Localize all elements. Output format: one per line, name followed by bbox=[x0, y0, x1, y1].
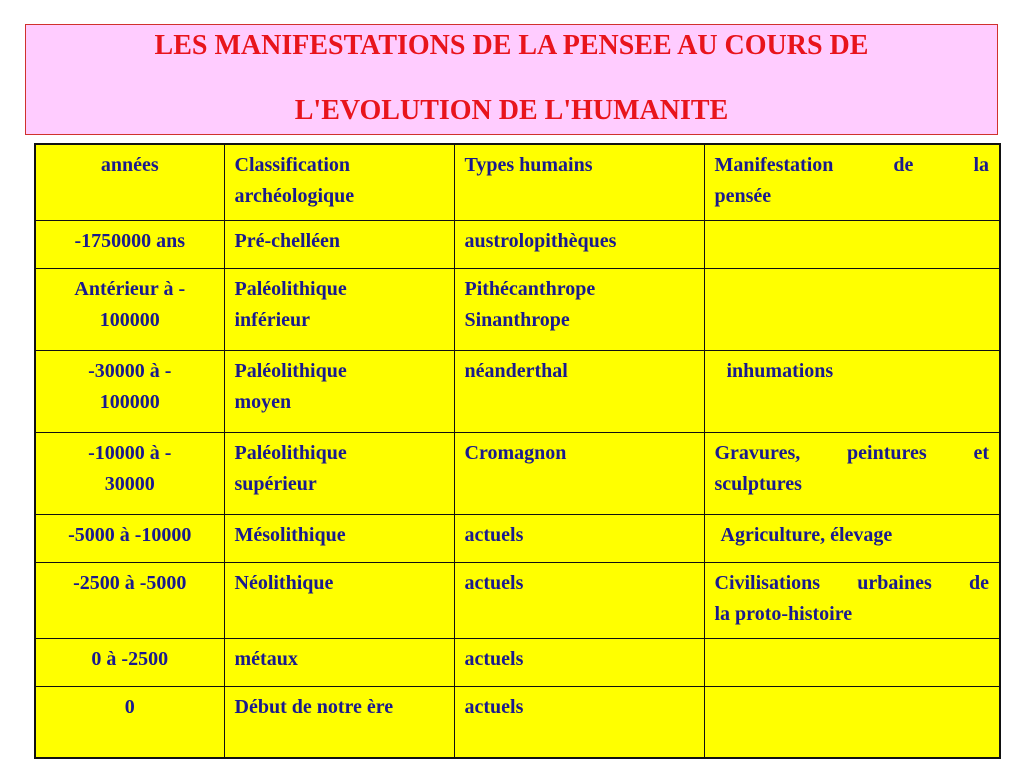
cell-classification bbox=[224, 220, 454, 268]
cell-text: supérieur bbox=[234, 472, 317, 495]
cell-text: 30000 bbox=[104, 472, 155, 495]
cell-text: austrolopithèques bbox=[464, 229, 617, 252]
cell-annees bbox=[35, 686, 224, 758]
cell-text: actuels bbox=[464, 647, 524, 670]
cell-annees bbox=[35, 514, 224, 562]
cell-text: moyen bbox=[234, 390, 292, 413]
cell-text: Néolithique bbox=[234, 571, 334, 594]
title-banner bbox=[25, 24, 998, 135]
table-row bbox=[35, 562, 1000, 638]
cell-classification bbox=[224, 562, 454, 638]
cell-text: -5000 à -10000 bbox=[68, 523, 192, 546]
cell-types bbox=[454, 432, 704, 514]
cell-text: Agriculture, élevage bbox=[720, 523, 893, 546]
cell-text: Pithécanthrope bbox=[464, 277, 596, 300]
cell-text: Paléolithique bbox=[234, 441, 347, 464]
cell-manifestation bbox=[704, 562, 1000, 638]
table-row bbox=[35, 514, 1000, 562]
table-row bbox=[35, 686, 1000, 758]
cell-text: Gravures, peintures et bbox=[714, 441, 989, 464]
cell-manifestation bbox=[704, 432, 1000, 514]
cell-types bbox=[454, 638, 704, 686]
cell-text: -30000 à - bbox=[88, 359, 172, 382]
cell-text: métaux bbox=[234, 647, 298, 670]
cell-text: Antérieur à - bbox=[74, 277, 186, 300]
cell-text: inhumations bbox=[726, 359, 834, 382]
cell-annees bbox=[35, 350, 224, 432]
cell-annees bbox=[35, 220, 224, 268]
cell-text: -10000 à - bbox=[88, 441, 172, 464]
cell-types bbox=[454, 562, 704, 638]
evolution-table bbox=[34, 143, 1001, 759]
cell-text: Cromagnon bbox=[464, 441, 567, 464]
cell-manifestation bbox=[704, 268, 1000, 350]
cell-classification bbox=[224, 686, 454, 758]
cell-annees bbox=[35, 562, 224, 638]
cell-text: Paléolithique bbox=[234, 277, 347, 300]
cell-types bbox=[454, 350, 704, 432]
cell-types bbox=[454, 268, 704, 350]
cell-types bbox=[454, 514, 704, 562]
cell-classification bbox=[224, 350, 454, 432]
cell-text: Début de notre ère bbox=[234, 695, 394, 718]
title-line-2: L'EVOLUTION DE L'HUMANITE bbox=[294, 95, 729, 126]
header-types: Types humains bbox=[454, 144, 704, 220]
cell-text: 0 à -2500 bbox=[91, 647, 169, 670]
table-row bbox=[35, 638, 1000, 686]
cell-types bbox=[454, 220, 704, 268]
cell-text: Sinanthrope bbox=[464, 308, 570, 331]
cell-types bbox=[454, 686, 704, 758]
cell-classification bbox=[224, 638, 454, 686]
table-row bbox=[35, 268, 1000, 350]
cell-annees bbox=[35, 432, 224, 514]
cell-manifestation bbox=[704, 350, 1000, 432]
cell-text: la proto-histoire bbox=[714, 602, 853, 625]
header-classification: Classification archéologique bbox=[224, 144, 454, 220]
cell-text: 100000 bbox=[99, 308, 160, 331]
table-row bbox=[35, 432, 1000, 514]
cell-text: sculptures bbox=[714, 472, 802, 495]
table-row bbox=[35, 220, 1000, 268]
cell-annees bbox=[35, 638, 224, 686]
cell-manifestation bbox=[704, 638, 1000, 686]
cell-classification bbox=[224, 514, 454, 562]
cell-manifestation bbox=[704, 686, 1000, 758]
cell-text: Paléolithique bbox=[234, 359, 347, 382]
cell-annees bbox=[35, 268, 224, 350]
cell-text: 0 bbox=[124, 695, 135, 718]
cell-text: actuels bbox=[464, 571, 524, 594]
header-annees: années bbox=[35, 144, 224, 220]
cell-text: -1750000 ans bbox=[74, 229, 186, 252]
table-row bbox=[35, 350, 1000, 432]
cell-text: actuels bbox=[464, 523, 524, 546]
cell-manifestation bbox=[704, 514, 1000, 562]
cell-text: -2500 à -5000 bbox=[73, 571, 187, 594]
cell-text: néanderthal bbox=[464, 359, 568, 382]
cell-classification bbox=[224, 432, 454, 514]
cell-text: Civilisations urbaines de bbox=[714, 571, 989, 594]
cell-text: 100000 bbox=[99, 390, 160, 413]
cell-text: actuels bbox=[464, 695, 524, 718]
cell-text: Pré-chelléen bbox=[234, 229, 340, 252]
cell-text: Mésolithique bbox=[234, 523, 346, 546]
title-line-1: LES MANIFESTATIONS DE LA PENSEE AU COURS DE bbox=[154, 30, 869, 61]
table-header-row bbox=[35, 144, 1000, 220]
cell-manifestation bbox=[704, 220, 1000, 268]
cell-text: inférieur bbox=[234, 308, 311, 331]
cell-classification bbox=[224, 268, 454, 350]
header-manifestation: Manifestation de la pensée bbox=[704, 144, 1000, 220]
table-body bbox=[35, 220, 1000, 758]
